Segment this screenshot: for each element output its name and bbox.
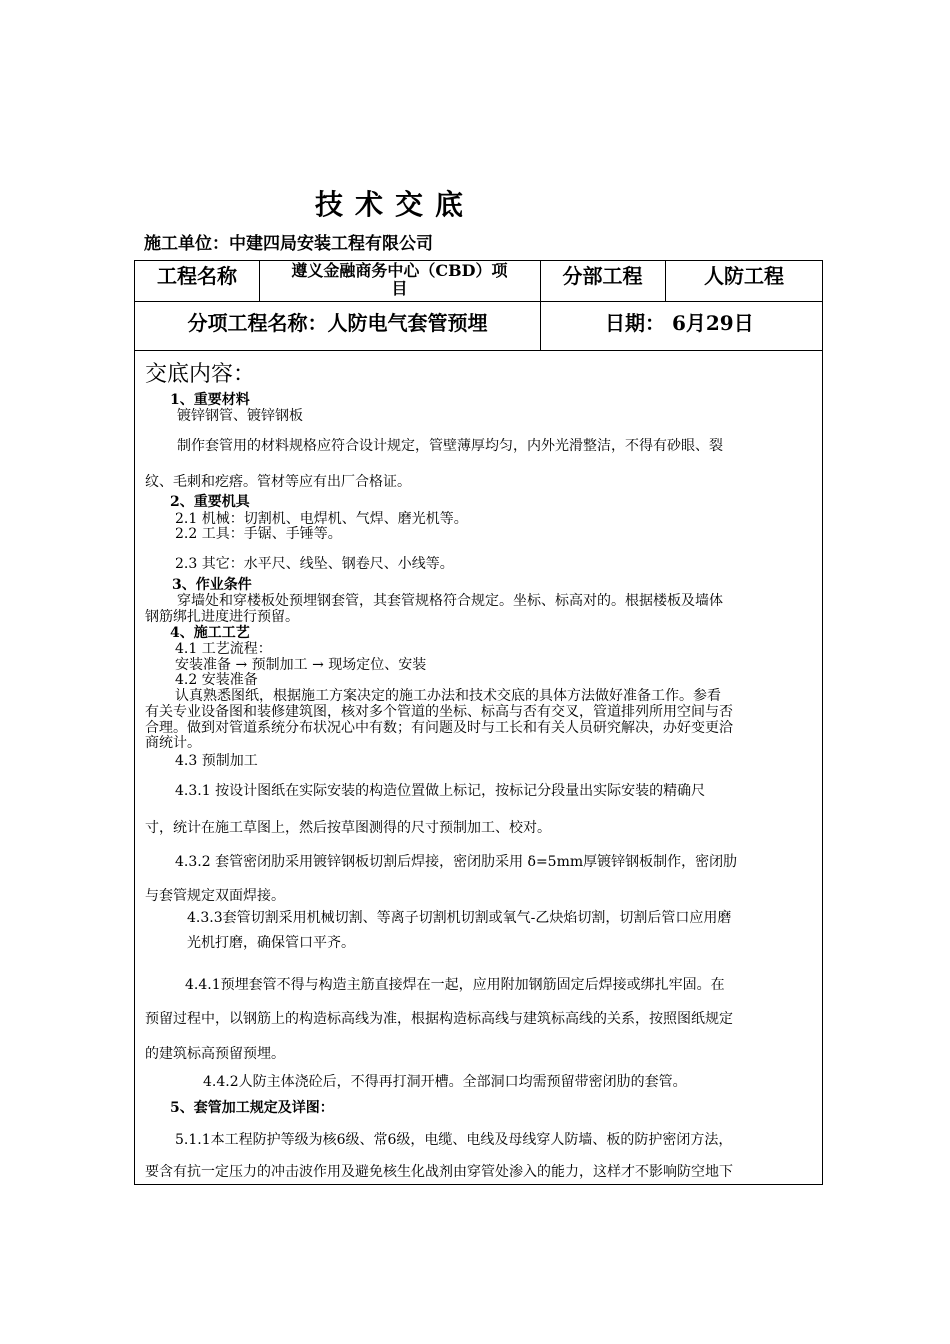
text-line: 4.2 安装准备 <box>175 672 258 688</box>
text-line: 4.3.2 套管密闭肋采用镀锌钢板切割后焊接，密闭肋采用 δ=5mm厚镀锌钢板制作，密闭肋 <box>175 854 738 870</box>
date: 日期： 6月29日 <box>605 311 754 335</box>
text-line: 镀锌钢管、镀锌钢板 <box>177 408 303 424</box>
text-line: 4.4.1预埋套管不得与构造主筋直接焊在一起，应用附加钢筋固定后焊接或绑扎牢固。在 <box>185 977 725 993</box>
text-line: 光机打磨，确保管口平齐。 <box>187 935 355 951</box>
text-line: 与套管规定双面焊接。 <box>145 888 285 904</box>
text-line: 制作套管用的材料规格应符合设计规定，管壁薄厚均匀，内外光滑整洁，不得有砂眼、裂 <box>177 438 723 454</box>
text-line: 纹、毛刺和疙瘩。管材等应有出厂合格证。 <box>145 474 411 490</box>
process-flow: 安装准备 → 预制加工 → 现场定位、安装 <box>175 657 427 673</box>
item-name: 分项工程名称：人防电气套管预埋 <box>187 311 488 335</box>
text-line: 5.1.1本工程防护等级为核6级、常6级，电缆、电线及母线穿人防墙、板的防护密闭方法， <box>175 1132 733 1148</box>
text-line: 钢筋绑扎进度进行预留。 <box>145 609 299 625</box>
text-line: 商统计。 <box>145 735 201 751</box>
construction-unit: 施工单位：中建四局安装工程有限公司 <box>144 234 433 254</box>
subdivision-value: 人防工程 <box>704 264 784 288</box>
text-line: 有关专业设备图和装修建筑图，核对多个管道的坐标、标高与否有交叉，管道排列所用空间与否 <box>145 704 733 720</box>
page-title: 技术交底 <box>314 188 475 221</box>
section-heading: 5、套管加工规定及详图： <box>170 1100 334 1116</box>
section-heading: 2、重要机具 <box>170 494 250 510</box>
text-line: 的建筑标高预留预埋。 <box>145 1046 285 1062</box>
subdivision-label: 分部工程 <box>562 264 643 288</box>
project-name-line2: 目 <box>391 279 408 298</box>
text-line: 4.3 预制加工 <box>175 753 258 769</box>
text-line: 要含有抗一定压力的冲击波作用及避免核生化战剂由穿管处渗入的能力，这样才不影响防空地下 <box>145 1164 733 1180</box>
section-heading: 4、施工工艺 <box>170 625 250 641</box>
section-heading: 3、作业条件 <box>172 577 252 593</box>
text-line: 穿墙处和穿楼板处预埋钢套管，其套管规格符合规定。坐标、标高对的。根据楼板及墙体 <box>177 593 723 609</box>
text-line: 预留过程中，以钢筋上的构造标高线为准，根据构造标高线与建筑标高线的关系，按照图纸规定 <box>145 1011 733 1027</box>
text-line: 2.3 其它：水平尺、线坠、钢卷尺、小线等。 <box>175 556 454 572</box>
project-name-label: 工程名称 <box>157 264 237 288</box>
project-name-line1: 遵义金融商务中心（CBD）项 <box>291 261 508 280</box>
text-line: 2.1 机械：切割机、电焊机、气焊、磨光机等。 <box>175 511 468 527</box>
content-heading: 交底内容： <box>145 362 256 387</box>
row-divider <box>135 350 822 351</box>
text-line: 4.3.1 按设计图纸在实际安装的构造位置做上标记，按标记分段量出实际安装的精确尺 <box>175 783 706 799</box>
disclosure-table <box>134 260 823 1185</box>
text-line: 合理。做到对管道系统分布状况心中有数；有问题及时与工长和有关人员研究解决，办好变更洽 <box>145 720 733 736</box>
text-line: 认真熟悉图纸，根据施工方案决定的施工办法和技术交底的具体方法做好准备工作。参看 <box>175 688 721 704</box>
text-line: 2.2 工具：手锯、手锤等。 <box>175 526 342 542</box>
text-line: 4.1 工艺流程： <box>175 641 272 657</box>
text-line: 寸，统计在施工草图上，然后按草图测得的尺寸预制加工、校对。 <box>145 820 551 836</box>
project-name-value <box>259 262 540 300</box>
section-heading: 1、重要材料 <box>170 392 250 408</box>
text-line: 4.3.3套管切割采用机械切割、等离子切割机切割或氧气-乙炔焰切割，切割后管口应用磨 <box>187 910 732 926</box>
text-line: 4.4.2人防主体浇砼后，不得再打洞开槽。全部洞口均需预留带密闭肋的套管。 <box>203 1074 687 1090</box>
